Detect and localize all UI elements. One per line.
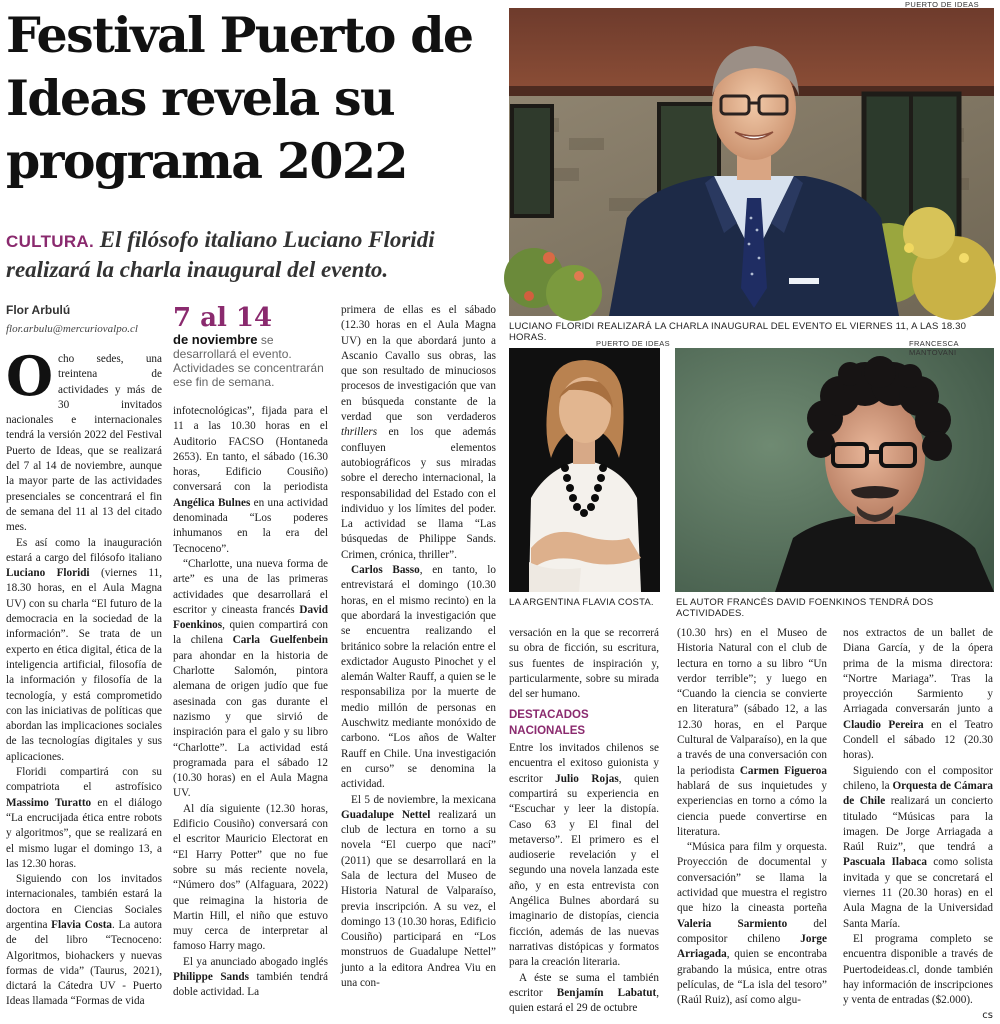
person-name: Carla Guelfenbein xyxy=(232,634,328,647)
paragraph: (10.30 hrs) en el Museo de Historia Natural con el club de lectura en torno a su libro “Un verdor terrible”; y luego en “Cuando la ciencia se convierte en literatura” (sábado 12, a las 12.30 horas, en el Parque Cultural de Valparaíso), en la que a través de una conversación con la periodista Carmen Figueroa hablará de sus inquietudes y experiencias en torno a cómo la ciencia puede convertirse en literatura. xyxy=(677,627,827,838)
author-email[interactable]: flor.arbulu@mercuriovalpo.cl xyxy=(6,323,138,335)
photo-caption-main: LUCIANO FLORIDI REALIZARÁ LA CHARLA INAUGURAL DEL EVENTO EL VIERNES 11, A LAS 18.30 HORAS. xyxy=(509,321,967,343)
paragraph: versación en la que se recorrerá su obra de ficción, su escritura, sus fuentes de inspiración y, particularmente, sobre su mirada del ser humano. xyxy=(509,627,659,701)
paragraph: Siguiendo con el compositor chileno, la Orquesta de Cámara de Chile realizará un concierto titulado “Músicas para la imagen. De Jorge Arriagada a Raúl Ruiz”, que tendrá a Pascuala Ilabaca como solista invitada y que se concretará el viernes 11 (20.30 horas) en el Aula Magna de la Universidad Santa María. xyxy=(843,764,994,930)
paragraph: “Charlotte, una nueva forma de arte” es una de las primeras actividades que desarrollará el escritor y cineasta francés David Foenkinos, quien compartirá con la chilena Carla Guelfenbein para ahondar en la historia de Charlotte Salomón, pintora alemana de origen judío que fue asesinada con gas durante el nazismo y que sirvió de inspiración para el galo y su libro “Charlotte”. La actividad está programada para el sábado 12 (10.30 horas) en el Aula Magna UV. xyxy=(173,557,328,800)
person-name: Claudio Pereira xyxy=(843,718,924,731)
paragraph: Es así como la inauguración estará a cargo del filósofo italiano Luciano Floridi (viernes 11, 18.30 horas, en el Aula Magna UV) con su charla “El futuro de la democracia en la sociedad de la información”. Se trata de un experto en ética digital, ética de la inteligencia artificial, filosofía de la información y filosofía de la tecnología, y está comprometido con las iniciativas de políticas que abordan las implicaciones sociales de las tecnologías digitales y sus aplicaciones. xyxy=(6,536,163,763)
photo-foenkinos-illustration xyxy=(675,348,994,592)
photo-floridi-illustration xyxy=(509,8,994,316)
pull-quote-body: se desarrollará el evento. Actividades se concentrarán ese fin de semana. xyxy=(173,333,324,389)
article-column-2 xyxy=(173,404,328,1001)
pull-quote-month: de noviembre xyxy=(173,332,258,347)
paragraph: El ya anunciado abogado inglés Philippe Sands también tendrá doble actividad. La xyxy=(173,955,328,999)
paragraph: Al día siguiente (12.30 horas, Edificio Cousiño) conversará con el escritor Mauricio Electorat en “El Harry Potter” que no fue sobre su más reciente novela, “Número dos” (Alfaguara, 2022) que reimagina la historia de Martin Hill, el niño que estuvo muy cerca de interpretar al famoso Harry mago. xyxy=(173,802,328,953)
pull-quote-dates: 7 al 14 xyxy=(173,303,273,333)
person-name: Luciano Floridi xyxy=(6,567,90,580)
deck-text: El filósofo italiano Luciano Floridi realizará la charla inaugural del evento. xyxy=(6,227,435,282)
paragraph: El 5 de noviembre, la mexicana Guadalupe Nettel realizará un club de lectura en torno a su novela “El cuerpo que nací” (2011) que se desarrollará en la Sala de lectura del Museo de Historia Natural de Valparaíso, previa inscripción. A su vez, el domingo 13 (10.30 horas, Edificio Cousiño) participará en “Los monstruos de Guadalupe Nettel” junto a la editora Andrea Viu en una con- xyxy=(341,793,497,990)
photo-costa-illustration xyxy=(509,348,660,592)
paragraph: Siguiendo con los invitados internacionales, también estará la doctora en Ciencias Sociales argentina Flavia Costa. La autora de del libro “Tecnoceno: Algoritmos, biohackers y nuevas formas de vida” (Taurus, 2021), dictará la Cátedra UV - Puerto Ideas llamada “Formas de vida xyxy=(6,873,162,1008)
photo-david-foenkinos xyxy=(675,348,994,592)
person-name: Carlos Basso xyxy=(351,564,420,577)
paragraph: El programa completo se encuentra disponible a través de Puertodeideas.cl, donde también hay información de inscripciones y venta de entradas ($2.000). cs xyxy=(843,932,993,1008)
person-name: Philippe Sands xyxy=(173,970,249,983)
photo-flavia-costa xyxy=(509,348,660,592)
paragraph: Carlos Basso, en tanto, lo entrevistará el domingo (10.30 horas, en el mismo recinto) en la que abordará la investigación que se encuentra realizando el británico sobre la relación entre el exdictador Augusto Pinochet y el alemán Walter Rauff, a quien se le responsabiliza por la muerte de medio millón de personas en Auschwitz mediante monóxido de carbono. “Los años de Walter Rauff en Chile. Una investigación en curso” se denomina la actividad. xyxy=(341,564,496,791)
paragraph: primera de ellas es el sábado (12.30 horas en el Aula Magna UV) en la que abordará junto a Ascanio Cavallo sus obras, las que son resultado de minuciosos procesos de investigación que van en búsqueda constante de la verdad que son verdaderos thrillers en los que además confluyen elementos autobiográficos y sus miradas sobre el derecho internacional, la responsabilidad del Estado con el individuo y los límites del poder. La actividad se llama “Las búsquedas de Philippe Sands. Crimen, crónica, thriller”. xyxy=(341,304,496,561)
paragraph: “Música para film y orquesta. Proyección de documental y conversación” se llama la actividad que muestra el registro que hizo la cineasta porteña Valeria Sarmiento del compositor chileno Jorge Arriagada, quien se encontraba grabando la música, entre otras películas, de “La isla del tesoro” (Raúl Ruiz), así como algu- xyxy=(677,841,827,1007)
person-name: Guadalupe Nettel xyxy=(341,808,431,821)
headline: Festival Puerto de Ideas revela su programa 2022 xyxy=(6,6,473,190)
person-name: Massimo Turatto xyxy=(6,796,92,809)
person-name: Flavia Costa xyxy=(51,918,113,931)
section-kicker: CULTURA. xyxy=(6,232,95,251)
paragraph: Entre los invitados chilenos se encuentra el exitoso guionista y escritor Julio Rojas, quien compartirá su experiencia en “Escuchar y leer la distopía. Caso 63 y El final del metaverso”. El primero es el audioserie revelación y el segundo una novela lanzada este año, y en esta entrevista con Angélica Bulnes abordará su imaginario de distopías, ciencia ficción, además de las nuevas narrativas distópicas y formatos para la creación literaria. xyxy=(509,742,659,969)
paragraph: infotecnológicas”, fijada para el 11 a las 10.30 horas en el Auditorio FACSO (Hontaneda 2653). En tanto, el sábado (16.30 horas, Edificio Cousiño) conversará con la periodista Angélica Bulnes en una actividad denominada “Los poderes inhumanos en la era del Tecnoceno”. xyxy=(173,405,328,555)
article-column-1 xyxy=(6,344,163,1010)
pull-quote-text xyxy=(173,333,328,389)
deck xyxy=(6,226,496,284)
person-name: Valeria Sarmiento xyxy=(677,917,788,930)
person-name: Pascuala Ilabaca xyxy=(843,856,927,869)
article-column-6 xyxy=(843,626,993,1024)
author-name: Flor Arbulú xyxy=(6,303,71,317)
pull-quote xyxy=(173,303,328,389)
person-name: Jorge Arriagada xyxy=(677,932,827,961)
article-column-3 xyxy=(341,303,496,991)
organization-name: Orquesta de Cámara de Chile xyxy=(843,779,993,808)
article-column-5 xyxy=(677,626,827,1008)
photo-credit-main: PUERTO DE IDEAS xyxy=(905,0,980,9)
section-subhead: DESTACADOS NACIONALES xyxy=(509,709,589,737)
paragraph: A éste se suma el también escritor Benjamín Labatut, quien estará el 29 de octubre xyxy=(509,971,659,1015)
photo-caption-costa: LA ARGENTINA FLAVIA COSTA. xyxy=(509,597,654,608)
paragraph: nos extractos de un ballet de Diana García, y de la ópera prima de la misma directora: “Nortre Mariaga”. Tras la proyección Sarmiento y Arriagada conversarán junto a Claudio Pereira en el Teatro Condell el sábado 12 (20.30 horas). xyxy=(843,627,994,762)
photo-luciano-floridi xyxy=(509,8,994,316)
photo-credit-costa: PUERTO DE IDEAS xyxy=(596,339,671,348)
paragraph: Floridi compartirá con su compatriota el astrofísico Massimo Turatto en el diálogo “La encrucijada ética entre robots y algoritmos”, que se realizará en el mismo lugar el domingo 13, a las 12.30 horas. xyxy=(6,766,162,870)
photo-credit-foenkinos: FRANCESCA MANTOVANI xyxy=(909,339,959,357)
person-name: Angélica Bulnes xyxy=(173,496,251,509)
article-column-4 xyxy=(509,626,659,1016)
paragraph: Ocho sedes, una treintena de actividades y más de 30 invitados nacionales e internacionales tendrá la versión 2022 del Festival Puerto de Ideas, que se realizará del 7 al 14 de noviembre, aunque la mayor parte de las actividades presenciales se concentrará el fin de semana del 11 al 13 del citado mes. xyxy=(6,344,162,534)
person-name: David Foenkinos xyxy=(173,603,328,632)
drop-cap: O xyxy=(6,344,54,408)
byline xyxy=(6,303,166,335)
person-name: Carmen Figueroa xyxy=(739,764,827,777)
end-mark: cs xyxy=(982,1010,993,1022)
person-name: Julio Rojas xyxy=(555,772,619,785)
person-name: Benjamín Labatut xyxy=(556,986,657,999)
photo-caption-foenkinos: EL AUTOR FRANCÉS DAVID FOENKINOS TENDRÁ DOS ACTIVIDADES. xyxy=(676,597,934,619)
